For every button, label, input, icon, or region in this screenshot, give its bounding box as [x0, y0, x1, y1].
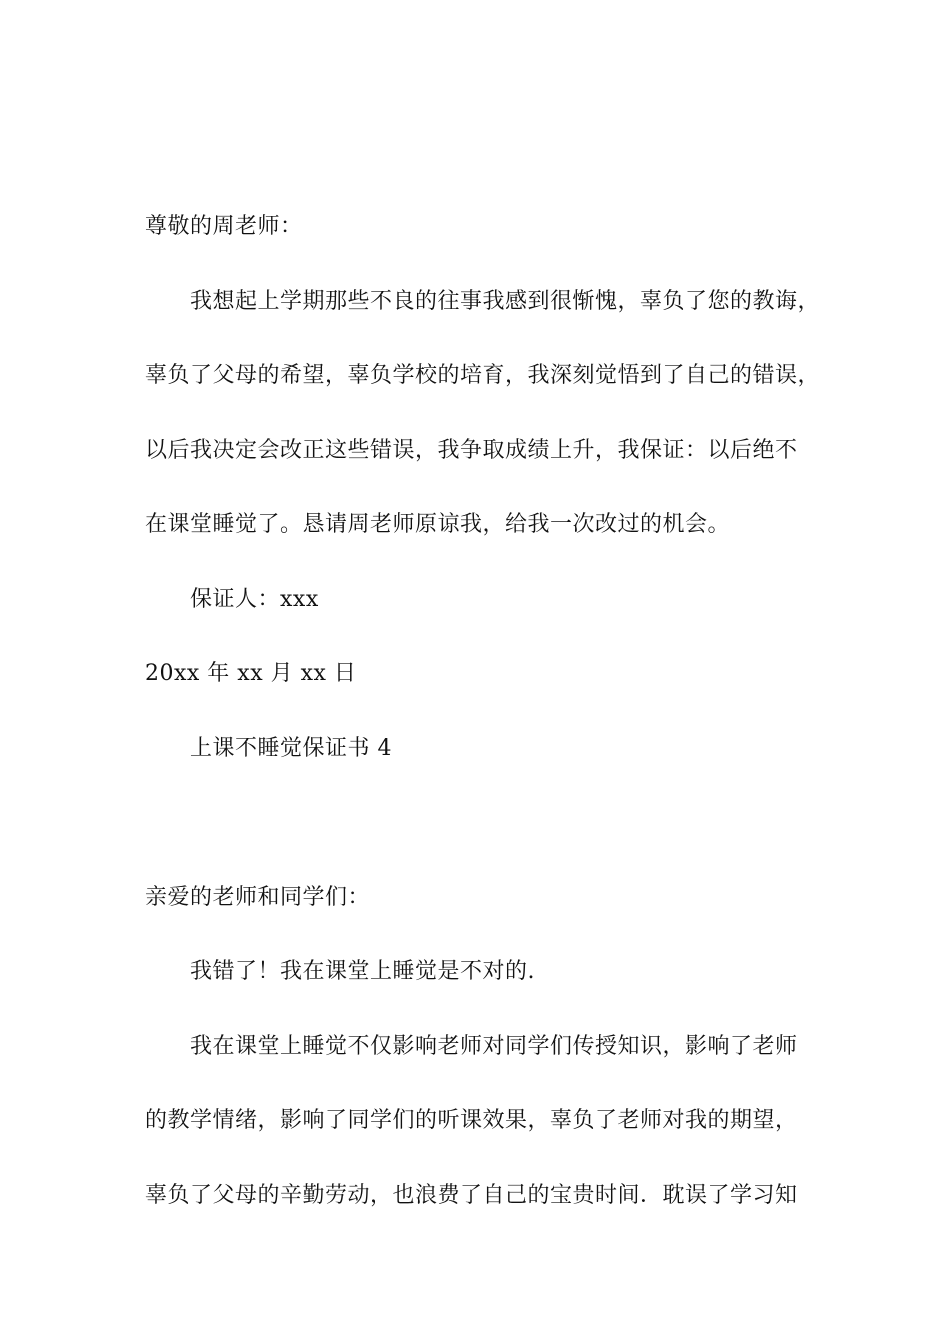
guarantor-signature: 保证人：xxx	[190, 587, 319, 612]
paragraph-line: 辜负了父母的辛勤劳动，也浪费了自己的宝贵时间．耽误了学习知	[145, 1183, 798, 1208]
paragraph-line: 在课堂睡觉了。恳请周老师原谅我，给我一次改过的机会。	[145, 512, 731, 537]
paragraph-line: 的教学情绪，影响了同学们的听课效果，辜负了老师对我的期望，	[145, 1108, 798, 1133]
section-title: 上课不睡觉保证书 4	[190, 736, 392, 761]
paragraph-line: 辜负了父母的希望，辜负学校的培育，我深刻觉悟到了自己的错误，	[145, 363, 821, 388]
salutation-teacher-zhou: 尊敬的周老师：	[145, 214, 303, 239]
paragraph-line: 以后我决定会改正这些错误，我争取成绩上升，我保证：以后绝不	[145, 438, 798, 463]
date-line: 20xx 年 xx 月 xx 日	[145, 661, 357, 686]
paragraph-line: 我想起上学期那些不良的往事我感到很惭愧，辜负了您的教诲，	[190, 289, 821, 314]
paragraph-line: 我在课堂上睡觉不仅影响老师对同学们传授知识，影响了老师	[190, 1034, 798, 1059]
salutation-teachers-students: 亲爱的老师和同学们：	[145, 885, 371, 910]
paragraph-line: 我错了！我在课堂上睡觉是不对的.	[190, 959, 535, 984]
